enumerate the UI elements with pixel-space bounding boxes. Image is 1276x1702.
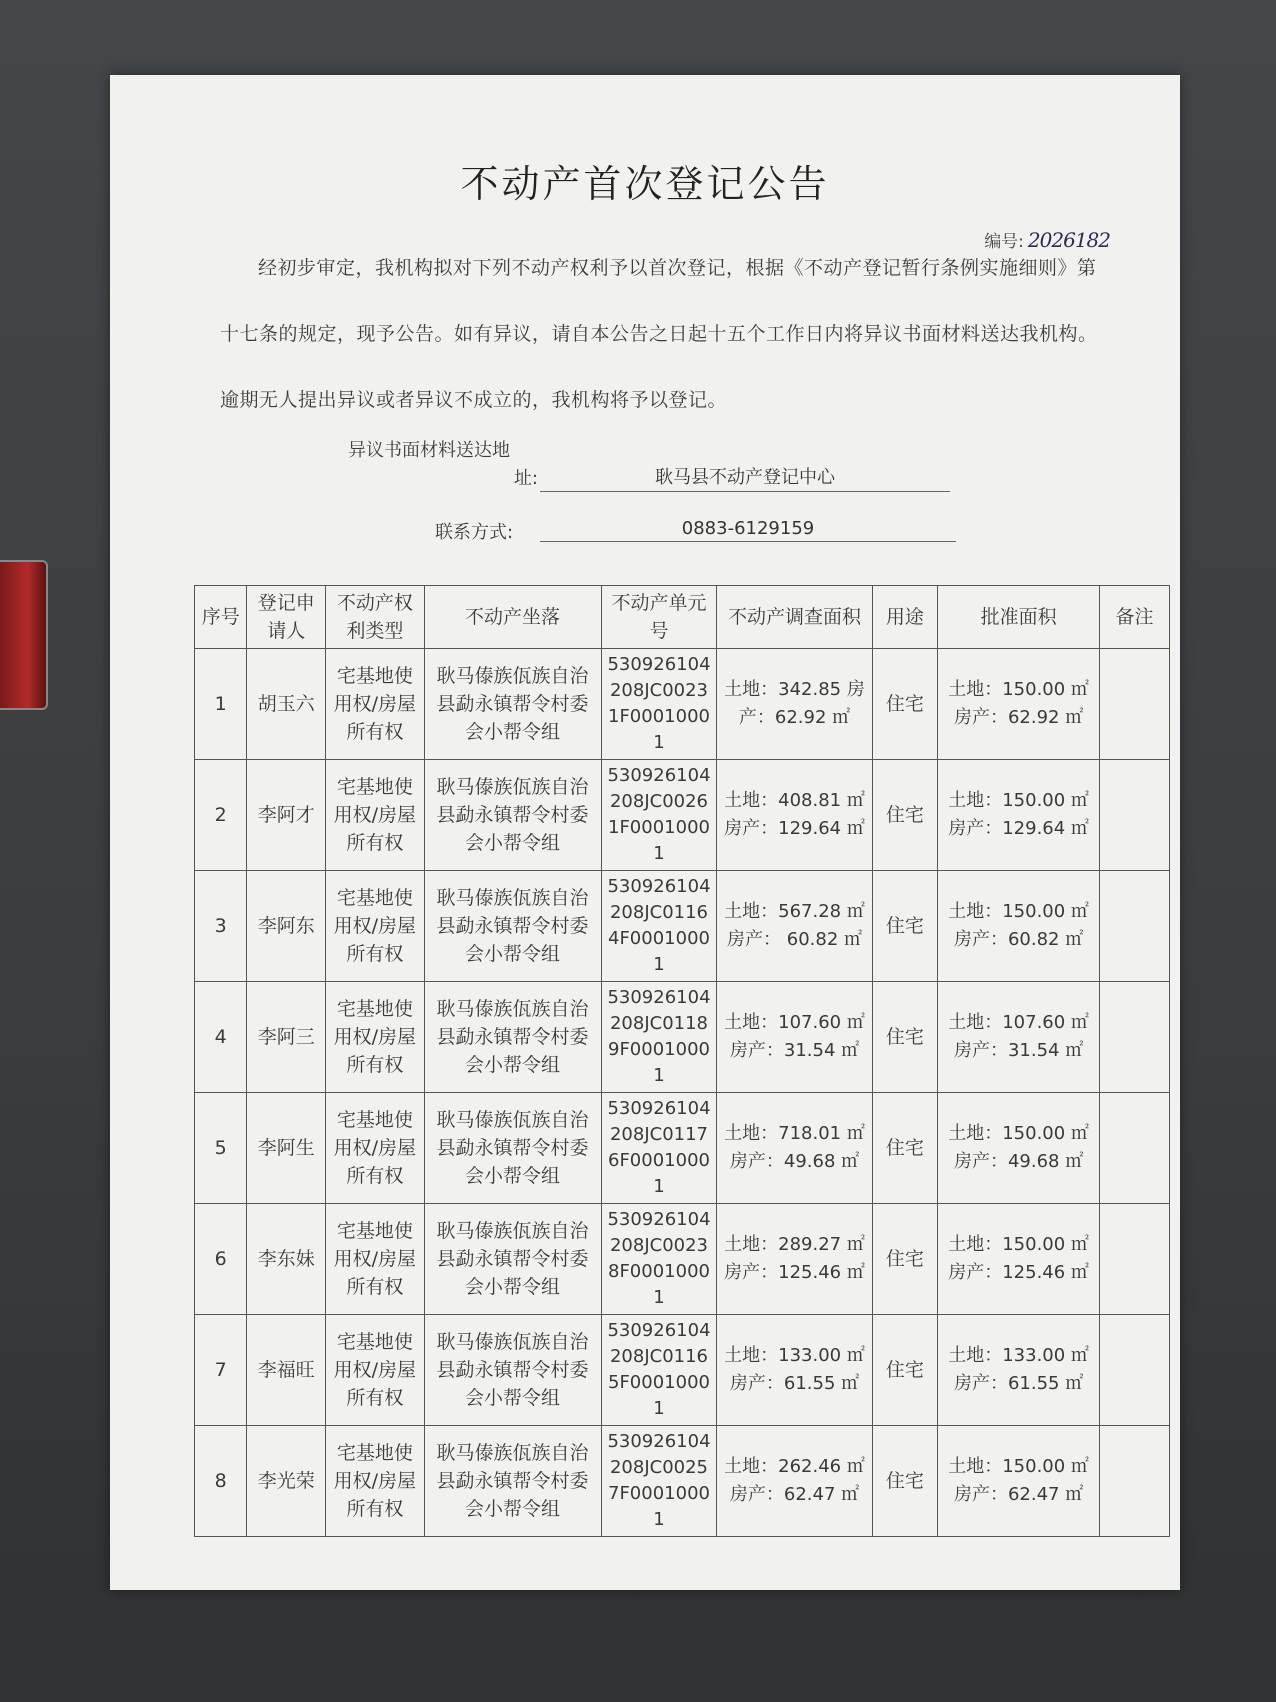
- cell-right-type: 宅基地使用权/房屋所有权: [326, 1426, 424, 1537]
- address-label: [348, 437, 538, 493]
- cell-survey-area: 土地：718.01 ㎡ 房产：49.68 ㎡: [717, 1093, 872, 1204]
- cell-location: 耿马傣族佤族自治县勐永镇帮令村委会小帮令组: [424, 1315, 601, 1426]
- cell-applicant: 李阿三: [247, 982, 326, 1093]
- cell-applicant: 胡玉六: [247, 649, 326, 760]
- cell-usage: 住宅: [872, 982, 938, 1093]
- cell-right-type: 宅基地使用权/房屋所有权: [326, 982, 424, 1093]
- cell-usage: 住宅: [872, 1204, 938, 1315]
- table-row: [195, 1426, 1170, 1537]
- header-cell: 批准面积: [938, 586, 1100, 649]
- table-header-row: [195, 586, 1170, 649]
- notice-paragraph: [220, 235, 1110, 433]
- header-cell: 不动产单元号: [601, 586, 717, 649]
- cell-right-type: 宅基地使用权/房屋所有权: [326, 1204, 424, 1315]
- cell-unit-number: 530926104208JC00238F00010001: [601, 1204, 717, 1315]
- cell-usage: 住宅: [872, 649, 938, 760]
- table-row: [195, 760, 1170, 871]
- cell-unit-number: 530926104208JC00231F00010001: [601, 649, 717, 760]
- cell-right-type: 宅基地使用权/房屋所有权: [326, 1093, 424, 1204]
- contact-label: 联系方式:: [435, 522, 514, 543]
- address-label-line1: 异议书面材料送达地: [348, 440, 510, 461]
- cell-unit-number: 530926104208JC01189F00010001: [601, 982, 717, 1093]
- red-object: [0, 560, 48, 710]
- serial-value: 2026182: [1027, 228, 1110, 252]
- header-cell: 序号: [195, 586, 247, 649]
- cell-right-type: 宅基地使用权/房屋所有权: [326, 649, 424, 760]
- cell-unit-number: 530926104208JC01164F00010001: [601, 871, 717, 982]
- cell-usage: 住宅: [872, 871, 938, 982]
- cell-survey-area: 土地：262.46 ㎡ 房产：62.47 ㎡: [717, 1426, 872, 1537]
- cell-applicant: 李福旺: [247, 1315, 326, 1426]
- cell-applicant: 李阿生: [247, 1093, 326, 1204]
- header-cell: 不动产调查面积: [717, 586, 872, 649]
- cell-remark: [1099, 982, 1169, 1093]
- cell-usage: 住宅: [872, 1093, 938, 1204]
- table-row: [195, 1315, 1170, 1426]
- table-row: [195, 1204, 1170, 1315]
- cell-remark: [1099, 760, 1169, 871]
- cell-location: 耿马傣族佤族自治县勐永镇帮令村委会小帮令组: [424, 982, 601, 1093]
- cell-unit-number: 530926104208JC00257F00010001: [601, 1426, 717, 1537]
- cell-remark: [1099, 1315, 1169, 1426]
- contact-value: 0883-6129159: [540, 518, 956, 542]
- notice-text: 经初步审定，我机构拟对下列不动产权利予以首次登记，根据《不动产登记暂行条例实施细则》第十七条的规定，现予公告。如有异议，请自本公告之日起十五个工作日内将异议书面材料送达我机构。逾期无人提出异议或者异议不成立的，我机构将予以登记。: [220, 257, 1098, 411]
- cell-right-type: 宅基地使用权/房屋所有权: [326, 871, 424, 982]
- cell-applicant: 李阿东: [247, 871, 326, 982]
- cell-right-type: 宅基地使用权/房屋所有权: [326, 1315, 424, 1426]
- cell-no: 1: [195, 649, 247, 760]
- cell-approved-area: 土地：107.60 ㎡ 房产：31.54 ㎡: [938, 982, 1100, 1093]
- registration-table: [194, 585, 1170, 1537]
- cell-unit-number: 530926104208JC01165F00010001: [601, 1315, 717, 1426]
- cell-survey-area: 土地：289.27 ㎡ 房产：125.46 ㎡: [717, 1204, 872, 1315]
- header-cell: 备注: [1099, 586, 1169, 649]
- cell-usage: 住宅: [872, 1426, 938, 1537]
- notice-paper: [110, 75, 1180, 1590]
- cell-no: 7: [195, 1315, 247, 1426]
- cell-location: 耿马傣族佤族自治县勐永镇帮令村委会小帮令组: [424, 760, 601, 871]
- table-row: [195, 982, 1170, 1093]
- cell-location: 耿马傣族佤族自治县勐永镇帮令村委会小帮令组: [424, 1093, 601, 1204]
- cell-survey-area: 土地：107.60 ㎡ 房产：31.54 ㎡: [717, 982, 872, 1093]
- cell-approved-area: 土地：150.00 ㎡ 房产：60.82 ㎡: [938, 871, 1100, 982]
- cell-remark: [1099, 1093, 1169, 1204]
- cell-applicant: 李光荣: [247, 1426, 326, 1537]
- header-cell: 用途: [872, 586, 938, 649]
- cell-approved-area: 土地：150.00 ㎡ 房产：129.64 ㎡: [938, 760, 1100, 871]
- cell-location: 耿马傣族佤族自治县勐永镇帮令村委会小帮令组: [424, 649, 601, 760]
- cell-applicant: 李阿才: [247, 760, 326, 871]
- cell-no: 8: [195, 1426, 247, 1537]
- cell-no: 6: [195, 1204, 247, 1315]
- table-row: [195, 1093, 1170, 1204]
- cell-survey-area: 土地：133.00 ㎡ 房产：61.55 ㎡: [717, 1315, 872, 1426]
- cell-survey-area: 土地：567.28 ㎡ 房产： 60.82 ㎡: [717, 871, 872, 982]
- address-label-line2: 址:: [513, 468, 538, 489]
- cell-no: 4: [195, 982, 247, 1093]
- cell-unit-number: 530926104208JC01176F00010001: [601, 1093, 717, 1204]
- page-title: 不动产首次登记公告: [460, 162, 830, 206]
- table-row: [195, 649, 1170, 760]
- table-row: [195, 871, 1170, 982]
- serial-label: 编号:: [984, 232, 1024, 252]
- cell-approved-area: 土地：133.00 ㎡ 房产：61.55 ㎡: [938, 1315, 1100, 1426]
- cell-no: 5: [195, 1093, 247, 1204]
- cell-remark: [1099, 1426, 1169, 1537]
- cell-right-type: 宅基地使用权/房屋所有权: [326, 760, 424, 871]
- cell-location: 耿马傣族佤族自治县勐永镇帮令村委会小帮令组: [424, 1426, 601, 1537]
- cell-no: 3: [195, 871, 247, 982]
- cell-approved-area: 土地：150.00 ㎡ 房产：49.68 ㎡: [938, 1093, 1100, 1204]
- cell-approved-area: 土地：150.00 ㎡ 房产：125.46 ㎡: [938, 1204, 1100, 1315]
- cell-no: 2: [195, 760, 247, 871]
- cell-approved-area: 土地：150.00 ㎡ 房产：62.47 ㎡: [938, 1426, 1100, 1537]
- header-cell: 不动产坐落: [424, 586, 601, 649]
- cell-remark: [1099, 1204, 1169, 1315]
- cell-remark: [1099, 649, 1169, 760]
- cell-approved-area: 土地：150.00 ㎡ 房产：62.92 ㎡: [938, 649, 1100, 760]
- cell-usage: 住宅: [872, 1315, 938, 1426]
- cell-location: 耿马傣族佤族自治县勐永镇帮令村委会小帮令组: [424, 1204, 601, 1315]
- cell-survey-area: 土地：342.85 房产：62.92 ㎡: [717, 649, 872, 760]
- header-cell: 不动产权利类型: [326, 586, 424, 649]
- address-value: 耿马县不动产登记中心: [540, 463, 950, 492]
- cell-survey-area: 土地：408.81 ㎡ 房产：129.64 ㎡: [717, 760, 872, 871]
- cell-applicant: 李东妹: [247, 1204, 326, 1315]
- cell-unit-number: 530926104208JC00261F00010001: [601, 760, 717, 871]
- header-cell: 登记申请人: [247, 586, 326, 649]
- cell-location: 耿马傣族佤族自治县勐永镇帮令村委会小帮令组: [424, 871, 601, 982]
- cell-usage: 住宅: [872, 760, 938, 871]
- cell-remark: [1099, 871, 1169, 982]
